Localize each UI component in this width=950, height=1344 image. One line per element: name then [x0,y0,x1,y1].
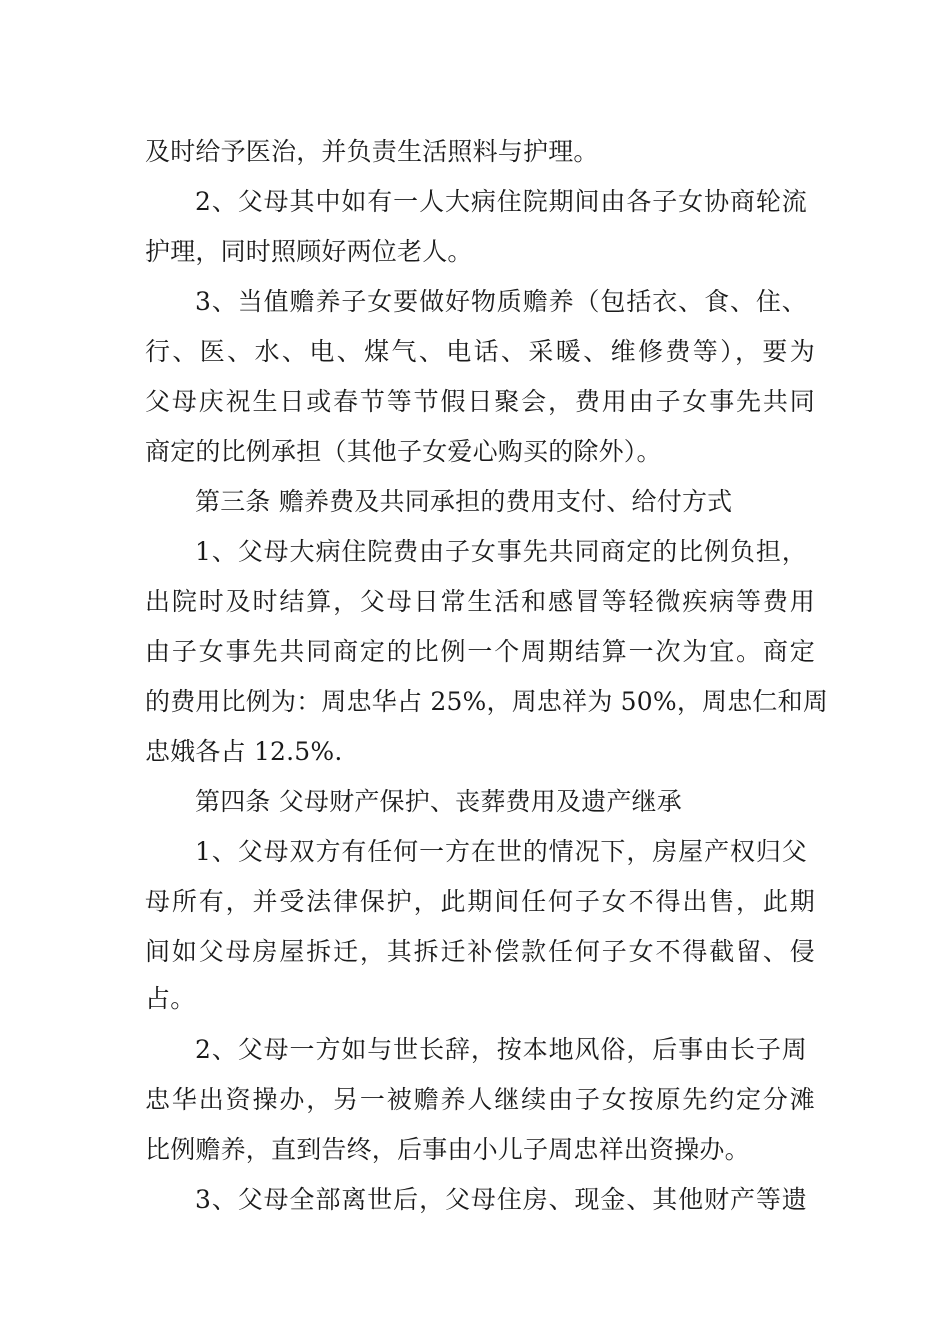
text-line: 忠华出资操办，另一被赡养人继续由子女按原先约定分滩 [145,1085,815,1114]
text-line: 3、父母全部离世后，父母住房、现金、其他财产等遗 [195,1185,807,1214]
text-line: 3、当值赡养子女要做好物质赡养（包括衣、食、住、 [195,287,807,316]
text-line: 比例赡养，直到告终，后事由小儿子周忠祥出资操办。 [145,1135,750,1164]
text-line: 2、父母其中如有一人大病住院期间由各子女协商轮流 [195,187,807,216]
text-line: 1、父母双方有任何一方在世的情况下，房屋产权归父 [195,837,807,866]
section-heading: 第三条 赡养费及共同承担的费用支付、给付方式 [195,487,733,516]
text-line: 商定的比例承担（其他子女爱心购买的除外）。 [145,437,662,466]
text-line: 忠娥各占 12.5%. [145,737,343,766]
text-line: 占。 [145,984,196,1013]
text-line: 行、医、水、电、煤气、电话、采暖、维修费等），要为 [145,337,815,366]
text-line: 由子女事先共同商定的比例一个周期结算一次为宜。商定 [145,637,815,666]
text-line: 父母庆祝生日或春节等节假日聚会，费用由子女事先共同 [145,387,815,416]
text-line: 的费用比例为：周忠华占 25%，周忠祥为 50%，周忠仁和周 [145,687,829,716]
text-line: 及时给予医治，并负责生活照料与护理。 [145,137,599,166]
text-line: 母所有，并受法律保护，此期间任何子女不得出售，此期 [145,887,815,916]
text-line: 2、父母一方如与世长辞，按本地风俗，后事由长子周 [195,1035,807,1064]
text-line: 间如父母房屋拆迁，其拆迁补偿款任何子女不得截留、侵 [145,937,815,966]
text-line: 出院时及时结算，父母日常生活和感冒等轻微疾病等费用 [145,587,815,616]
section-heading: 第四条 父母财产保护、丧葬费用及遗产继承 [195,787,682,816]
text-line: 1、父母大病住院费由子女事先共同商定的比例负担， [195,537,807,566]
text-line: 护理，同时照顾好两位老人。 [145,237,473,266]
